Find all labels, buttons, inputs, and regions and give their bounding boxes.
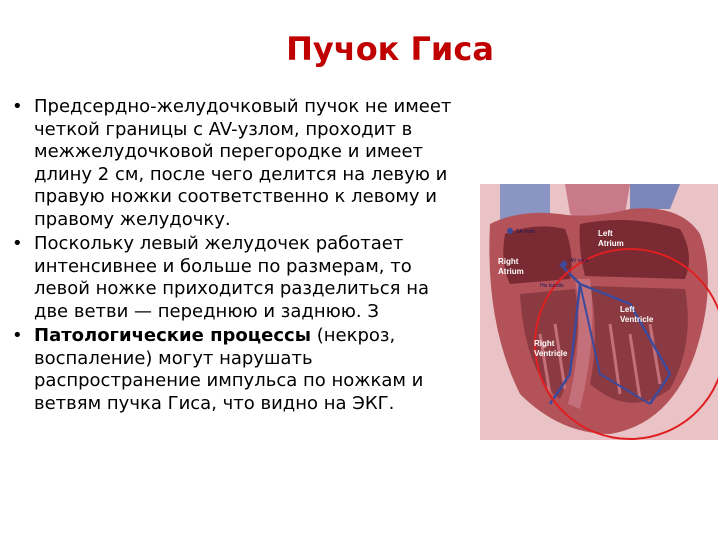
left-atrium-label-2: Atrium bbox=[598, 239, 624, 248]
sa-node-label: SA node bbox=[516, 229, 535, 235]
left-ventricle-label-1: Left bbox=[620, 305, 635, 314]
heart-conduction-figure bbox=[480, 184, 718, 440]
heart-diagram bbox=[480, 184, 718, 440]
right-ventricle-label-1: Right bbox=[534, 339, 555, 348]
av-node-label: AV node bbox=[570, 258, 589, 264]
bullet-marker: • bbox=[12, 325, 23, 346]
right-ventricle-label-2: Ventricle bbox=[534, 349, 568, 358]
bullet-item-2 bbox=[10, 233, 462, 323]
bullet-list bbox=[10, 96, 462, 417]
bullet-bold-text: Патологические процессы bbox=[34, 325, 311, 346]
slide-title: Пучок Гиса bbox=[286, 30, 494, 68]
bullet-item-3 bbox=[10, 325, 462, 415]
right-atrium-label-1: Right bbox=[498, 257, 519, 266]
right-atrium-label-2: Atrium bbox=[498, 267, 524, 276]
bullet-text: (некроз, воспаление) могут нарушать распространение импульса по ножкам и ветвям пучка Гиса, что видно на ЭКГ. bbox=[34, 325, 424, 414]
bullet-marker: • bbox=[12, 233, 23, 254]
sa-node-marker bbox=[507, 228, 513, 234]
bullet-item-1 bbox=[10, 96, 462, 231]
his-bundle-label: His bundle bbox=[540, 283, 564, 289]
av-node-marker bbox=[561, 261, 567, 267]
bullet-marker: • bbox=[12, 96, 23, 117]
bullet-text: Предсердно-желудочковый пучок не имеет четкой границы с AV-узлом, проходит в межжелудочковой перегородке и имеет длину 2 см, после чего делится на левую и правую ножки соответственно к левому и правому желудочку. bbox=[34, 96, 452, 230]
left-ventricle-label-2: Ventricle bbox=[620, 315, 654, 324]
bullet-text: Поскольку левый желудочек работает интенсивнее и больше по размерам, то левой ножке приходится разделиться на две ветви — переднюю и заднюю. З bbox=[34, 233, 430, 322]
left-atrium-label-1: Left bbox=[598, 229, 613, 238]
